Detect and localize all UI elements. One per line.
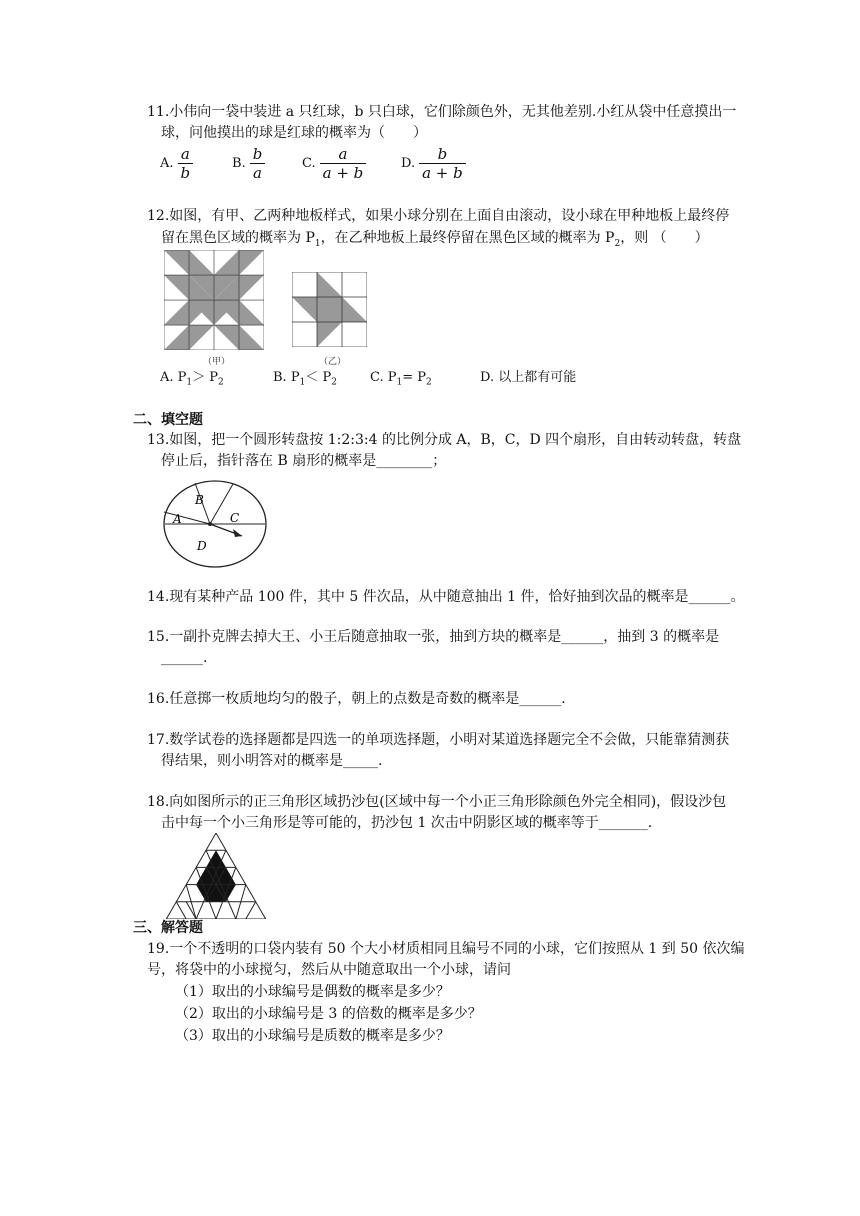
floor-pattern-b: [292, 272, 367, 347]
q12-option-d[interactable]: D. 以上都有可能: [480, 370, 577, 385]
option-label: D.: [401, 156, 416, 171]
q17-line1: 17.数学试卷的选择题都是四选一的单项选择题，小明对某道选择题完全不会做，只能靠猜测获: [147, 732, 730, 748]
q12-option-b[interactable]: B. $P_1< P_2$: [273, 370, 337, 388]
q11-line2: 球，问他摸出的球是红球的概率为（ ）: [161, 125, 427, 141]
q11-option-d[interactable]: [401, 145, 466, 182]
sector-label-b: B: [195, 493, 204, 507]
q18-line1: 18.向如图所示的正三角形区域扔沙包(区域中每一个小正三角形除颜色外完全相同)，假设沙包: [147, 794, 727, 810]
q11-option-b[interactable]: [232, 145, 265, 182]
option-label: C.: [302, 156, 316, 171]
q15-line1: 15.一副扑克牌去掉大王、小王后随意抽取一张，抽到方块的概率是______，抽到 3 的概率是: [147, 629, 720, 645]
fraction: $\frac{b}{a}$: [250, 145, 266, 182]
q19-line2: 号，将袋中的小球搅匀，然后从中随意取出一个小球，请问: [147, 962, 511, 978]
fraction: $\frac{a}{a + b}$: [320, 145, 367, 182]
q12-line1: 12.如图，有甲、乙两种地板样式，如果小球分别在上面自由滚动，设小球在甲种地板上最终停: [147, 208, 730, 224]
q11-option-c[interactable]: [302, 145, 366, 182]
q19-item-1: （1）取出的小球编号是偶数的概率是多少？: [175, 984, 450, 1000]
caption-pattern-b: （乙）: [319, 357, 347, 367]
q14-line: 14.现有某种产品 100 件，其中 5 件次品，从中随意抽出 1 件，恰好抽到次品的概率是______。: [147, 589, 745, 605]
spinner-disk: [160, 478, 272, 570]
q17-line2: 得结果，则小明答对的概率是_____.: [161, 753, 383, 769]
q16-line: 16.任意掷一枚质地均匀的骰子，朝上的点数是奇数的概率是______.: [147, 691, 566, 707]
q11-option-a[interactable]: [160, 145, 193, 182]
fraction: $\frac{a}{b}$: [178, 145, 194, 182]
q19-item-2: （2）取出的小球编号是 3 的倍数的概率是多少？: [175, 1006, 482, 1022]
triangle-grid-figure: [164, 833, 268, 919]
sector-label-d: D: [197, 539, 207, 553]
floor-pattern-a: [164, 250, 264, 350]
q15-line2: ______.: [161, 650, 208, 666]
q18-line2: 击中每一个小三角形是等可能的，扔沙包 1 次击中阴影区域的概率等于_______.: [161, 815, 653, 831]
q13-line2: 停止后，指针落在 B 扇形的概率是________；: [161, 453, 447, 469]
q12-option-c[interactable]: C. $P_1= P_2$: [370, 370, 432, 388]
option-label: A.: [160, 156, 174, 171]
sector-label-c: C: [230, 511, 240, 525]
fraction: $\frac{b}{a + b}$: [419, 145, 466, 182]
option-label: B.: [232, 156, 246, 171]
caption-pattern-a: （甲）: [203, 357, 231, 367]
sector-label-a: A: [173, 512, 182, 526]
section-answer: 三、解答题: [133, 920, 203, 936]
q13-line1: 13.如图，把一个圆形转盘按 1:2:3:4 的比例分成 A，B，C，D 四个扇形，自由转动转盘，转盘: [147, 432, 742, 448]
q12-option-a[interactable]: A. $P_1> P_2$: [160, 370, 224, 388]
q19-item-3: （3）取出的小球编号是质数的概率是多少？: [175, 1028, 450, 1044]
section-fill-in: 二、填空题: [133, 412, 203, 428]
q12-line2: 留在黑色区域的概率为 $P_1$，在乙种地板上最终停留在黑色区域的概率为 $P_2$，则 （ ）: [161, 230, 709, 249]
q11-line1: 11.小伟向一袋中装进 a 只红球，b 只白球，它们除颜色外，无其他差别.小红从袋中任意摸出一: [147, 104, 737, 120]
q19-line1: 19.一个不透明的口袋内装有 50 个大小材质相同且编号不同的小球，它们按照从 1 到 50 依次编: [147, 941, 745, 957]
